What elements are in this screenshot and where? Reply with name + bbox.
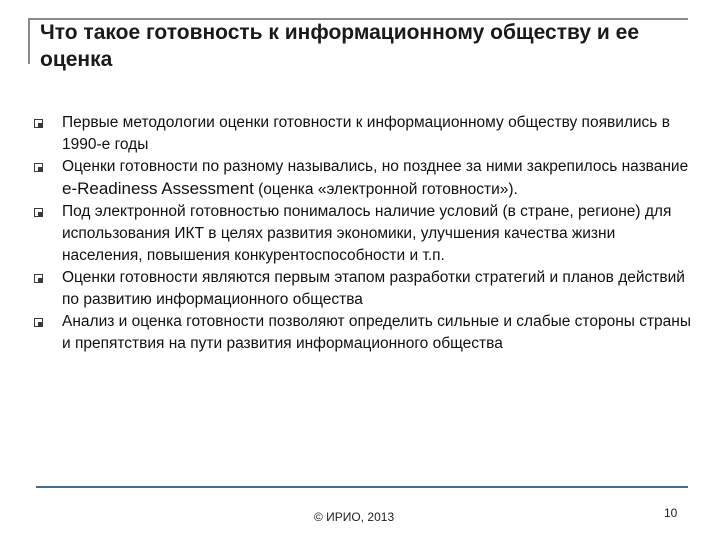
page-number: 10 [664,506,678,520]
bullet-text-2-emphasis: e-Readiness Assessment [62,179,254,198]
square-bullet-icon [34,274,43,283]
bullet-item-3 [32,201,692,267]
square-bullet-icon [34,208,43,217]
bullet-text-5: Анализ и оценка готовности позволяют определить сильные и слабые стороны страны и препятствия на пути развития информационного общества [62,313,691,352]
slide-title: Что такое готовность к информационному обществу и ее оценка [40,21,640,71]
bullet-text-3: Под электронной готовностью понималось наличие условий (в стране, регионе) для использования ИКТ в целях развития экономики, улучшения качества жизни населения, повышения конкурентоспособности и т.п. [62,203,672,264]
title-frame-left-line [28,18,30,64]
bullet-item-1 [32,112,692,156]
bullet-item-2 [32,156,692,201]
bullet-text-4: Оценки готовности являются первым этапом разработки стратегий и планов действий по развитию информационного общества [62,269,685,308]
bullet-item-5 [32,311,692,355]
footer-copyright: © ИРИО, 2013 [314,510,395,524]
bullet-item-4 [32,267,692,311]
bullet-list [32,112,692,355]
bullet-text-2-before: Оценки готовности по разному назывались, но позднее за ними закрепилось название [62,158,689,175]
square-bullet-icon [34,163,43,172]
bullet-text-1: Первые методологии оценки готовности к информационному обществу появились в 1990-е годы [62,114,670,153]
square-bullet-icon [34,119,43,128]
bullet-text-2-after: (оценка «электронной готовности»). [253,181,518,198]
footer-divider [36,486,688,488]
square-bullet-icon [34,318,43,327]
